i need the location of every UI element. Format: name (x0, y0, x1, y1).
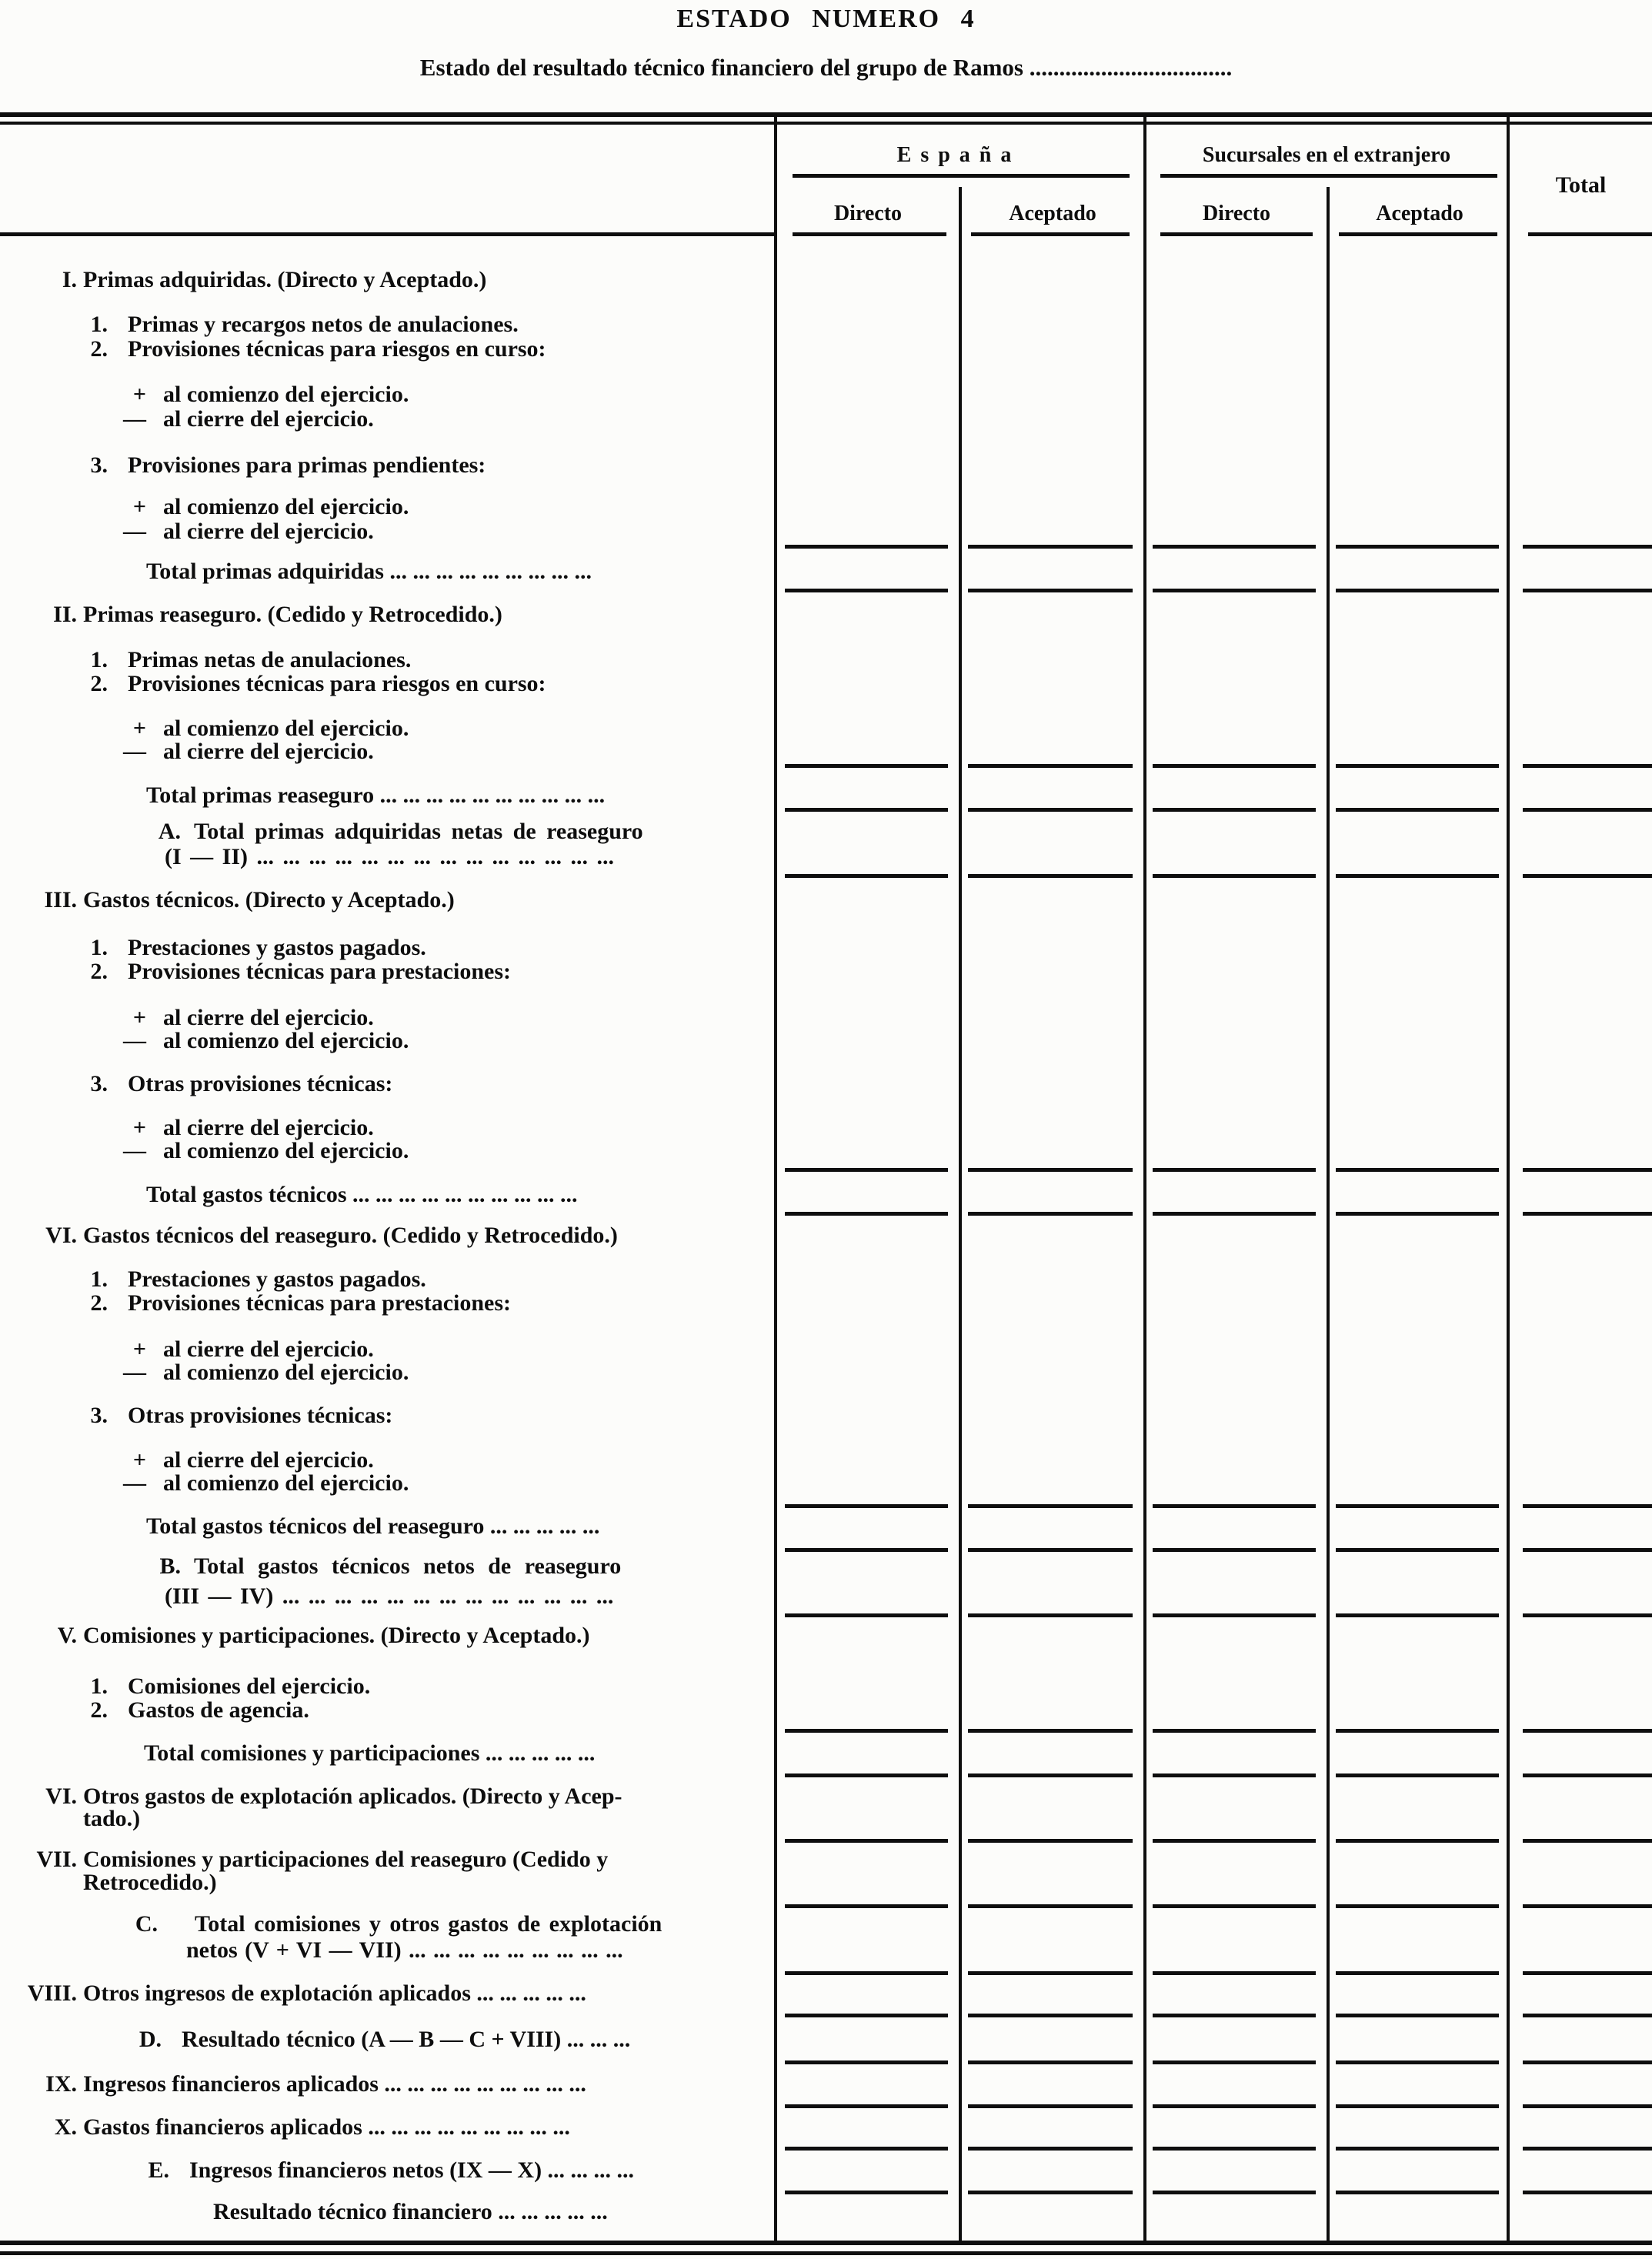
row-label: Comisiones del ejercicio. (128, 1673, 371, 1699)
amount-cell-line (1523, 808, 1652, 812)
amount-cell-line (1153, 1504, 1316, 1508)
row-prefix: E. (148, 2157, 169, 2183)
form-title: ESTADO NUMERO 4 (676, 5, 976, 33)
row-label: (III — IV) ... ... ... ... ... ... ... ... ... ... ... ... ... (165, 1583, 614, 1609)
amount-cell-line (1523, 2104, 1652, 2108)
row-prefix: + (132, 1336, 146, 1362)
row-prefix: 3. (90, 1071, 108, 1096)
table-row-label (0, 382, 777, 409)
amount-cell-line (1153, 2191, 1316, 2194)
amount-cell-line (1153, 1773, 1316, 1777)
amount-cell-line (968, 2060, 1133, 2064)
table-row-label (0, 1403, 777, 1430)
table-row-label (0, 559, 777, 586)
table-row-label (0, 494, 777, 522)
amount-cell-line (785, 2147, 948, 2151)
table-row-label (0, 1583, 777, 1611)
table-row-label (0, 1740, 777, 1768)
row-label: Provisiones técnicas para riesgos en curso: (128, 671, 546, 696)
table-row-label (0, 602, 777, 629)
subheader-sucursales-aceptado: Aceptado (1376, 202, 1463, 225)
row-prefix: + (132, 1447, 146, 1473)
row-prefix: 1. (90, 647, 108, 672)
amount-cell-line (968, 2147, 1133, 2151)
row-prefix: VI. (45, 1223, 77, 1248)
row-label: al cierre del ejercicio. (163, 1115, 374, 1140)
table-row-label (0, 2027, 777, 2054)
amount-cell-line (1336, 2104, 1499, 2108)
amount-cell-line (968, 764, 1133, 768)
top-rule-1 (0, 112, 1652, 117)
amount-cell-line (1523, 874, 1652, 878)
amount-cell-line (785, 1548, 948, 1552)
row-prefix: 3. (90, 1403, 108, 1428)
row-label: al comienzo del ejercicio. (163, 1360, 409, 1385)
row-label: al cierre del ejercicio. (163, 1447, 374, 1473)
amount-cell-line (785, 764, 948, 768)
row-prefix: — (123, 739, 146, 764)
amount-cell-line (785, 545, 948, 549)
table-row-label (0, 1623, 777, 1650)
table-row-label (0, 1697, 777, 1725)
column-divider-espana-directo-aceptado (959, 187, 962, 2245)
amount-cell-line (1153, 1212, 1316, 1216)
row-prefix: 1. (90, 1673, 108, 1699)
amount-cell-line (1523, 1548, 1652, 1552)
row-prefix: + (132, 382, 146, 407)
table-row-label (0, 819, 777, 846)
table-row-label (0, 739, 777, 766)
row-label: al cierre del ejercicio. (163, 1336, 374, 1362)
row-label: Gastos de agencia. (128, 1697, 309, 1723)
amount-cell-line (785, 1904, 948, 1908)
amount-cell-line (1336, 764, 1499, 768)
row-prefix: 2. (90, 671, 108, 696)
amount-cell-line (968, 1839, 1133, 1843)
amount-cell-line (968, 2104, 1133, 2108)
amount-cell-line (1523, 1212, 1652, 1216)
amount-cell-line (785, 2060, 948, 2064)
row-label: Otros gastos de explotación aplicados. (Directo y Acep- (83, 1784, 622, 1809)
amount-cell-line (1153, 1613, 1316, 1617)
amount-cell-line (1523, 1971, 1652, 1975)
row-prefix: B. (159, 1553, 181, 1579)
amount-cell-line (785, 874, 948, 878)
amount-cell-line (1153, 1904, 1316, 1908)
amount-cell-line (1523, 1613, 1652, 1617)
row-prefix: IX. (45, 2071, 77, 2097)
row-prefix: II. (53, 602, 77, 627)
amount-cell-line (1336, 589, 1499, 592)
amount-cell-line (1336, 1773, 1499, 1777)
row-prefix: VII. (36, 1847, 77, 1872)
amount-cell-line (968, 1773, 1133, 1777)
table-row-label (0, 1182, 777, 1210)
row-label: Ingresos financieros aplicados ... ... ... ... ... ... ... ... ... (83, 2071, 586, 2097)
row-prefix: III. (44, 887, 77, 913)
table-row-label (0, 1553, 777, 1581)
amount-cell-line (785, 1971, 948, 1975)
amount-cell-line (968, 1548, 1133, 1552)
row-label: Total primas reaseguro ... ... ... ... ... ... ... ... ... ... (146, 782, 606, 808)
amount-cell-line (1153, 545, 1316, 549)
row-label: al cierre del ejercicio. (163, 1005, 374, 1030)
amount-cell-line (1523, 1729, 1652, 1733)
row-label: Resultado técnico (A — B — C + VIII) ... ... ... (182, 2027, 631, 2052)
row-label: Primas adquiridas. (Directo y Aceptado.) (83, 267, 487, 292)
table-row-label (0, 1028, 777, 1056)
table-row-label (0, 2114, 777, 2142)
label-column-header-rule (0, 232, 774, 236)
amount-cell-line (1336, 1504, 1499, 1508)
amount-cell-line (968, 545, 1133, 549)
subheader-rule-2 (971, 232, 1130, 236)
table-row-label (0, 782, 777, 810)
row-prefix: D. (139, 2027, 162, 2052)
row-label: Total gastos técnicos del reaseguro ... ... ... ... ... (146, 1513, 600, 1539)
amount-cell-line (1523, 1773, 1652, 1777)
row-label: al cierre del ejercicio. (163, 739, 374, 764)
row-label: al comienzo del ejercicio. (163, 1470, 409, 1496)
amount-cell-line (785, 2191, 948, 2194)
row-prefix: — (123, 406, 146, 432)
amount-cell-line (1523, 1168, 1652, 1172)
table-row-label (0, 1223, 777, 1250)
row-label: Otros ingresos de explotación aplicados ... ... ... ... ... (83, 1980, 586, 2006)
table-row-label (0, 1071, 777, 1099)
amount-cell-line (1523, 764, 1652, 768)
amount-cell-line (968, 1729, 1133, 1733)
column-total-header: Total (1555, 172, 1607, 198)
amount-cell-line (1336, 1729, 1499, 1733)
sucursales-underline (1160, 174, 1497, 178)
row-label: Total comisiones y otros gastos de explotación (195, 1911, 662, 1937)
column-group-espana: España (896, 143, 1021, 167)
subheader-espana-aceptado: Aceptado (1009, 202, 1096, 225)
subheader-rule-3 (1160, 232, 1313, 236)
table-row-label (0, 959, 777, 986)
amount-cell-line (1336, 2147, 1499, 2151)
amount-cell-line (1523, 1839, 1652, 1843)
amount-cell-line (1153, 2147, 1316, 2151)
table-row-label (0, 406, 777, 434)
amount-cell-line (1336, 1839, 1499, 1843)
total-header-rule (1528, 232, 1652, 236)
row-prefix: VI. (45, 1784, 77, 1809)
row-prefix: VIII. (27, 1980, 77, 2006)
table-row-label (0, 267, 777, 295)
amount-cell-line (1153, 764, 1316, 768)
row-label: Comisiones y participaciones. (Directo y Aceptado.) (83, 1623, 590, 1648)
amount-cell-line (785, 1729, 948, 1733)
row-prefix: 1. (90, 1266, 108, 1292)
amount-cell-line (1153, 1839, 1316, 1843)
row-label: Prestaciones y gastos pagados. (128, 1266, 426, 1292)
amount-cell-line (1523, 2191, 1652, 2194)
row-prefix: I. (62, 267, 77, 292)
row-label: al comienzo del ejercicio. (163, 382, 409, 407)
row-label: Provisiones para primas pendientes: (128, 452, 486, 478)
row-prefix: 2. (90, 336, 108, 362)
amount-cell-line (1523, 1504, 1652, 1508)
amount-cell-line (1336, 2060, 1499, 2064)
row-prefix: 1. (90, 312, 108, 337)
amount-cell-line (785, 1613, 948, 1617)
row-label: netos (V + VI — VII) ... ... ... ... ... ... ... ... ... (186, 1937, 623, 1963)
amount-cell-line (785, 2014, 948, 2017)
row-prefix: A. (158, 819, 181, 844)
table-row-label (0, 452, 777, 480)
row-label: Primas y recargos netos de anulaciones. (128, 312, 519, 337)
amount-cell-line (1523, 1904, 1652, 1908)
amount-cell-line (1153, 1729, 1316, 1733)
amount-cell-line (1336, 1212, 1499, 1216)
table-row-label (0, 2157, 777, 2185)
amount-cell-line (785, 2104, 948, 2108)
row-label: Total gastos técnicos netos de reaseguro (194, 1553, 622, 1579)
row-prefix: — (123, 1470, 146, 1496)
row-label: Total primas adquiridas ... ... ... ... ... ... ... ... ... (146, 559, 592, 584)
row-prefix: + (132, 1005, 146, 1030)
column-group-sucursales: Sucursales en el extranjero (1202, 143, 1451, 167)
row-prefix: — (123, 519, 146, 544)
row-label: Provisiones técnicas para prestaciones: (128, 959, 512, 984)
form-subtitle: Estado del resultado técnico financiero del grupo de Ramos .................................. (419, 54, 1233, 81)
row-label: Total primas adquiridas netas de reaseguro (194, 819, 643, 844)
amount-cell-line (1153, 2060, 1316, 2064)
row-prefix: + (132, 494, 146, 519)
table-row-label (0, 1138, 777, 1166)
table-row-label (0, 2071, 777, 2099)
row-label: al comienzo del ejercicio. (163, 716, 409, 741)
subheader-rule-1 (793, 232, 946, 236)
row-prefix: V. (57, 1623, 77, 1648)
row-prefix: + (132, 716, 146, 741)
amount-cell-line (1523, 589, 1652, 592)
amount-cell-line (1336, 1904, 1499, 1908)
row-label: Gastos técnicos. (Directo y Aceptado.) (83, 887, 455, 913)
row-label: Primas netas de anulaciones. (128, 647, 412, 672)
top-rule-2 (0, 122, 1652, 125)
amount-cell-line (968, 1168, 1133, 1172)
row-label: al comienzo del ejercicio. (163, 1138, 409, 1163)
subheader-sucursales-directo: Directo (1202, 202, 1271, 225)
row-prefix: + (132, 1115, 146, 1140)
amount-cell-line (785, 1504, 948, 1508)
table-row-label (0, 844, 777, 872)
row-prefix: — (123, 1028, 146, 1053)
amount-cell-line (968, 1971, 1133, 1975)
row-prefix: C. (135, 1911, 158, 1937)
amount-cell-line (968, 1212, 1133, 1216)
amount-cell-line (1336, 1168, 1499, 1172)
amount-cell-line (968, 589, 1133, 592)
row-label: (I — II) ... ... ... ... ... ... ... ... ... ... ... ... ... ... (165, 844, 615, 869)
amount-cell-line (1153, 2104, 1316, 2108)
row-label: Gastos financieros aplicados ... ... ... ... ... ... ... ... ... (83, 2114, 570, 2140)
amount-cell-line (1336, 545, 1499, 549)
row-label: Ingresos financieros netos (IX — X) ... ... ... ... (189, 2157, 635, 2183)
amount-cell-line (1336, 874, 1499, 878)
table-row-label (0, 519, 777, 546)
amount-cell-line (785, 1168, 948, 1172)
row-label: Primas reaseguro. (Cedido y Retrocedido.) (83, 602, 502, 627)
espana-underline (793, 174, 1130, 178)
amount-cell-line (1153, 1971, 1316, 1975)
row-label: al comienzo del ejercicio. (163, 494, 409, 519)
table-row-label (0, 312, 777, 339)
amount-cell-line (968, 1904, 1133, 1908)
amount-cell-line (968, 2191, 1133, 2194)
column-divider-sucursales-directo-aceptado (1327, 187, 1330, 2245)
subheader-rule-4 (1339, 232, 1497, 236)
amount-cell-line (1336, 808, 1499, 812)
amount-cell-line (1153, 589, 1316, 592)
table-row-label (0, 336, 777, 364)
row-label: al comienzo del ejercicio. (163, 1028, 409, 1053)
row-label: Prestaciones y gastos pagados. (128, 935, 426, 960)
table-row-label (0, 1513, 777, 1541)
row-label: Otras provisiones técnicas: (128, 1071, 393, 1096)
table-row-label (0, 1870, 777, 1897)
amount-cell-line (1153, 2014, 1316, 2017)
row-label: Total gastos técnicos ... ... ... ... ... ... ... ... ... ... (146, 1182, 578, 1207)
column-divider-espana-sucursales (1143, 117, 1146, 2245)
amount-cell-line (785, 589, 948, 592)
table-row-label (0, 887, 777, 915)
row-prefix: 3. (90, 452, 108, 478)
amount-cell-line (1336, 1548, 1499, 1552)
subheader-espana-directo: Directo (833, 202, 903, 225)
amount-cell-line (968, 808, 1133, 812)
column-divider-sucursales-total (1507, 117, 1510, 2245)
amount-cell-line (785, 1839, 948, 1843)
row-prefix: 2. (90, 959, 108, 984)
amount-cell-line (1153, 1548, 1316, 1552)
row-prefix: X. (54, 2114, 77, 2140)
amount-cell-line (1523, 2060, 1652, 2064)
row-prefix: 1. (90, 935, 108, 960)
table-row-label (0, 1360, 777, 1387)
table-row-label (0, 671, 777, 699)
amount-cell-line (1336, 2014, 1499, 2017)
row-label: Gastos técnicos del reaseguro. (Cedido y Retrocedido.) (83, 1223, 618, 1248)
amount-cell-line (1523, 2014, 1652, 2017)
amount-cell-line (1153, 874, 1316, 878)
amount-cell-line (1523, 2147, 1652, 2151)
row-label: tado.) (83, 1806, 141, 1831)
table-row-label (0, 2199, 777, 2227)
amount-cell-line (1523, 545, 1652, 549)
table-row-label (0, 1470, 777, 1498)
amount-cell-line (1336, 1613, 1499, 1617)
table-row-label (0, 1911, 777, 1939)
amount-cell-line (785, 1212, 948, 1216)
amount-cell-line (1336, 1971, 1499, 1975)
table-row-label (0, 1806, 777, 1834)
amount-cell-line (1153, 808, 1316, 812)
amount-cell-line (968, 1613, 1133, 1617)
row-label: Comisiones y participaciones del reaseguro (Cedido y (83, 1847, 609, 1872)
amount-cell-line (968, 2014, 1133, 2017)
table-row-label (0, 1980, 777, 2008)
row-prefix: — (123, 1138, 146, 1163)
row-label: al cierre del ejercicio. (163, 519, 374, 544)
bottom-rule-1 (0, 2241, 1652, 2245)
row-label: Retrocedido.) (83, 1870, 217, 1895)
table-row-label (0, 1937, 777, 1965)
row-prefix: — (123, 1360, 146, 1385)
amount-cell-line (785, 1773, 948, 1777)
amount-cell-line (1336, 2191, 1499, 2194)
table-row-label (0, 1290, 777, 1318)
row-label: Provisiones técnicas para riesgos en curso: (128, 336, 546, 362)
row-prefix: 2. (90, 1697, 108, 1723)
amount-cell-line (968, 874, 1133, 878)
row-label: Provisiones técnicas para prestaciones: (128, 1290, 512, 1316)
row-prefix: 2. (90, 1290, 108, 1316)
row-label: Otras provisiones técnicas: (128, 1403, 393, 1428)
row-label: Resultado técnico financiero ... ... ... ... ... (213, 2199, 608, 2224)
amount-cell-line (968, 1504, 1133, 1508)
amount-cell-line (785, 808, 948, 812)
amount-cell-line (1153, 1168, 1316, 1172)
bottom-rule-2 (0, 2251, 1652, 2255)
row-label: Total comisiones y participaciones ... ... ... ... ... (144, 1740, 596, 1766)
row-label: al cierre del ejercicio. (163, 406, 374, 432)
